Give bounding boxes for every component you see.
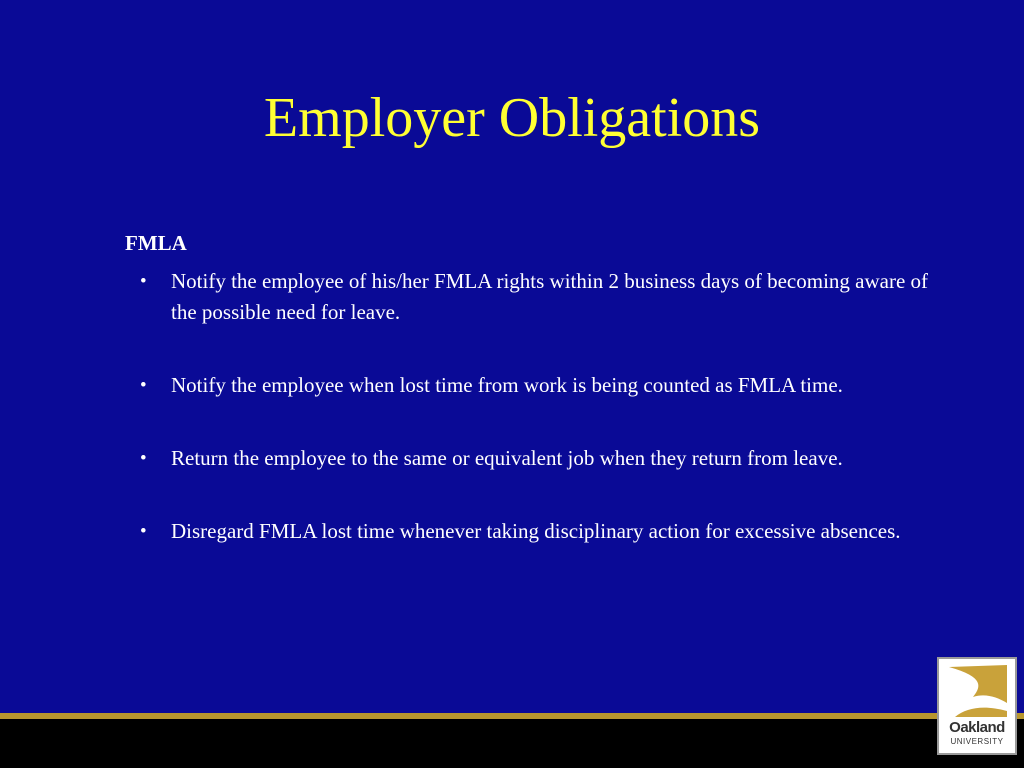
- bullet-item: [140, 443, 940, 474]
- logo-text-oakland: Oakland: [949, 719, 1005, 736]
- bullet-item: [140, 516, 940, 547]
- bullet-dot: •: [140, 375, 147, 396]
- bullet-text: Return the employee to the same or equivalent job when they return from leave.: [171, 446, 843, 470]
- bullet-text: Disregard FMLA lost time whenever taking disciplinary action for excessive absences.: [171, 519, 901, 543]
- oakland-university-logo: [937, 657, 1017, 755]
- footer-black-bar: [0, 719, 1024, 768]
- bullet-dot: •: [140, 271, 147, 292]
- section-heading: FMLA: [125, 231, 187, 255]
- bullet-text: Notify the employee when lost time from work is being counted as FMLA time.: [171, 373, 843, 397]
- logo-text-university: UNIVERSITY: [950, 737, 1004, 746]
- bullet-dot: •: [140, 521, 147, 542]
- sail-logo-icon: [945, 663, 1011, 719]
- bullet-item: [140, 266, 940, 328]
- slide-title: Employer Obligations: [263, 87, 761, 149]
- bullet-item: [140, 370, 940, 401]
- bullet-list: [140, 266, 940, 589]
- bullet-text: Notify the employee of his/her FMLA rights within 2 business days of becoming aware of the possible need for leave.: [171, 269, 929, 324]
- bullet-dot: •: [140, 448, 147, 469]
